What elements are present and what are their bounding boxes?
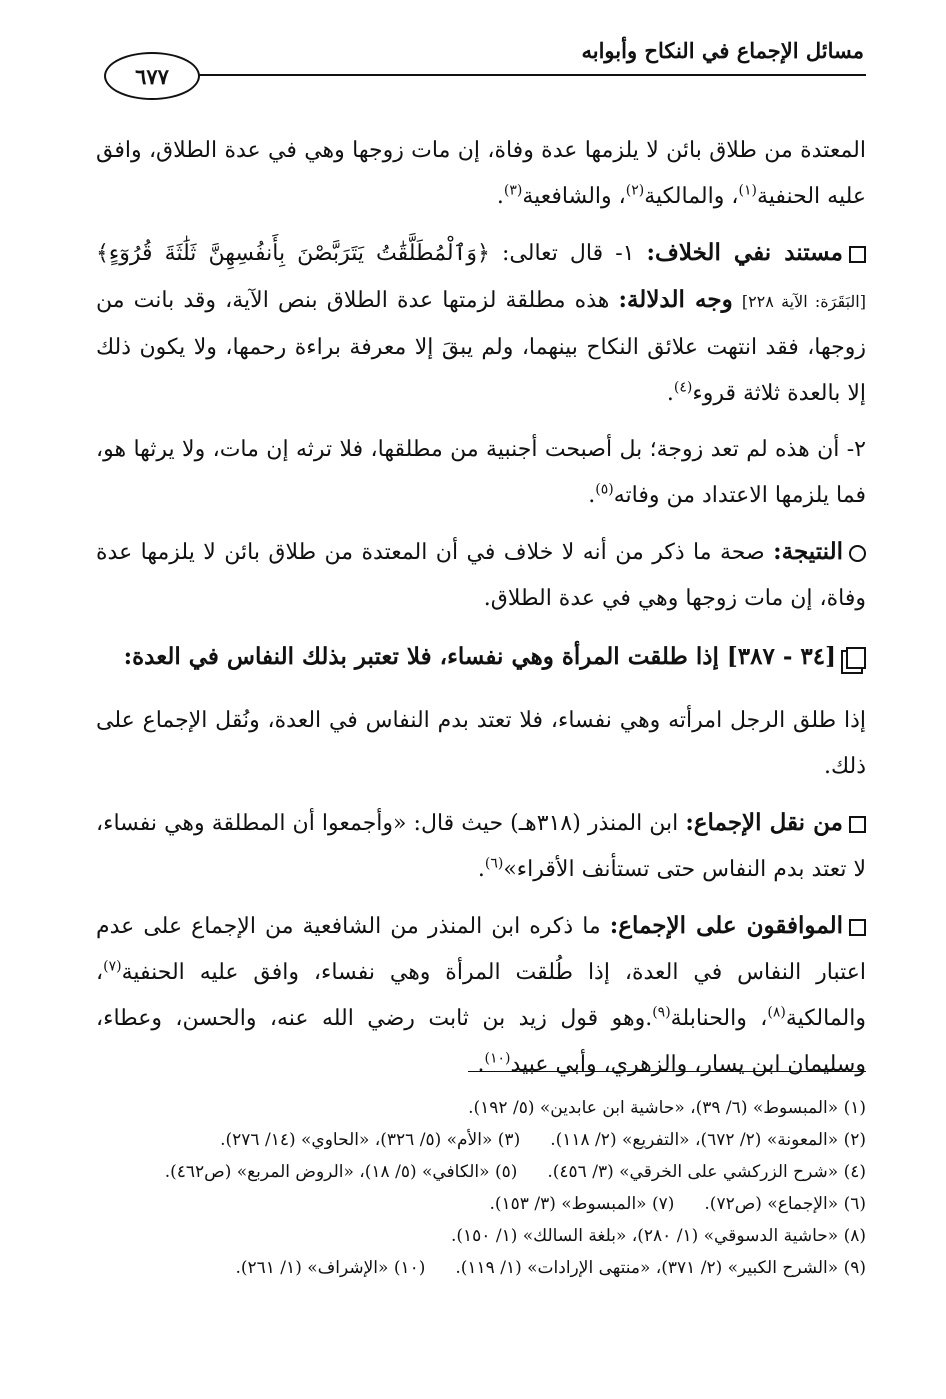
footnote-ref[interactable]: (٤) [673, 379, 693, 396]
circle-bullet-icon [849, 545, 866, 562]
footnote-line [96, 1252, 866, 1284]
footnote-ref[interactable]: (١٠) [484, 1050, 511, 1067]
footnote-3: (٣) «الأم» (٥/ ٣٢٦)، «الحاوي» (١٤/ ٢٧٦). [220, 1130, 521, 1150]
footnote-ref[interactable]: (٨) [767, 1004, 786, 1021]
footnote-ref[interactable]: (٢) [625, 182, 645, 199]
footnote-ref[interactable]: (٦) [484, 855, 504, 872]
footnote-separator [468, 1071, 866, 1072]
footnote-line [96, 1188, 866, 1220]
running-title: مسائل الإجماع في النكاح وأبوابه [581, 38, 864, 63]
footnote-ref[interactable]: (٧) [103, 958, 122, 975]
square-bullet-icon [849, 246, 866, 263]
heading-evidence: مستند نفي الخلاف: [646, 239, 843, 266]
section-title: [٣٤ - ٣٨٧] إذا طلقت المرأة وهي نفساء، فلا تعتبر بذلك النفاس في العدة: [96, 634, 866, 680]
paragraph-1: المعتدة من طلاق بائن لا يلزمها عدة وفاة، إن مات زوجها وهي في عدة الطلاق، وافق عليه الحنفية$^{(١)}$، والمالكية$^{(٢)}$، والشافعية$^{(٣)}$. [96, 138, 866, 209]
paragraph-result: النتيجة: صحة ما ذكر من أنه لا خلاف في أن المعتدة من طلاق بائن لا يلزمها عدة وفاة، إن مات زوجها وهي في عدة الطلاق. [96, 538, 866, 611]
footnote-ref[interactable]: (٩) [652, 1004, 671, 1021]
footnotes [96, 1092, 866, 1284]
footnote-ref[interactable]: (٣) [503, 182, 523, 199]
quran-reference: [البَقَرَة: الآية ٢٢٨] [741, 292, 866, 311]
heading-result: النتيجة: [773, 538, 844, 565]
footnote-ref[interactable]: (١) [738, 182, 757, 199]
footnote-7: (٧) «المبسوط» (٣/ ١٥٣). [489, 1194, 675, 1214]
paragraph-second-proof: ٢- أن هذه لم تعد زوجة؛ بل أصبحت أجنبية من مطلقها، فلا ترثه إن مات، ولا يرثها هو، فما يلزمها الاعتداد من وفاته$^{(٥)}$. [96, 437, 866, 508]
footnote-line [96, 1124, 866, 1156]
paragraph-agreeing: الموافقون على الإجماع: ما ذكره ابن المنذر من الشافعية من الإجماع على عدم اعتبار النفاس في العدة، إذا طُلقت المرأة وهي نفساء، وافق عليه الحنفية$^{(٧)}$، والمالكية$^{(٨)}$، والحنابلة$^{(٩)}$.وهو قول زيد بن ثابت رضي الله عنه، والحسن، وعطاء، وسليمان ابن يسار، والزهري، وأبي عبيد$^{(١٠)}$. [96, 912, 866, 1077]
main-text [96, 128, 866, 1098]
header-rule [190, 74, 866, 76]
footnote-8: (٨) «حاشية الدسوقي» (١/ ٢٨٠)، «بلغة السالك» (١/ ١٥٠). [450, 1226, 866, 1246]
footnote-line [96, 1156, 866, 1188]
document-icon [846, 647, 866, 669]
footnote-ref[interactable]: (٥) [595, 481, 614, 498]
footnote-2: (٢) «المعونة» (٢/ ٦٧٢)، «التفريع» (٢/ ١١٨). [550, 1130, 866, 1150]
footnote-10: (١٠) «الإشراف» (١/ ٢٦١). [235, 1258, 426, 1278]
footnote-line [96, 1220, 866, 1252]
footnote-line [96, 1092, 866, 1124]
heading-indication: وجه الدلالة: [618, 286, 733, 313]
page-number: ٦٧٧ [104, 52, 200, 100]
footnote-4: (٤) «شرح الزركشي على الخرقي» (٣/ ٤٥٦). [547, 1162, 866, 1182]
paragraph-transmitter: من نقل الإجماع: ابن المنذر (٣١٨هـ) حيث قال: «وأجمعوا أن المطلقة وهي نفساء، لا تعتد بدم النفاس حتى تستأنف الأقراء»$^{(٦)}$. [96, 809, 866, 882]
footnote-1: (١) «المبسوط» (٦/ ٣٩)، «حاشية ابن عابدين» (٥/ ١٩٢). [468, 1098, 866, 1118]
footnote-9: (٩) «الشرح الكبير» (٢/ ٣٧١)، «منتهى الإرادات» (١/ ١١٩). [455, 1258, 866, 1278]
square-bullet-icon [849, 816, 866, 833]
footnote-5: (٥) «الكافي» (٥/ ١٨)، «الروض المربع» (ص٤٦٢). [164, 1162, 518, 1182]
paragraph-5: إذا طلق الرجل امرأته وهي نفساء، فلا تعتد بدم النفاس في العدة، ونُقل الإجماع على ذلك. [96, 708, 866, 779]
paragraph-evidence: مستند نفي الخلاف: ١- قال تعالى: ﴿وَٱلْمُطَلَّقَٰتُ يَتَرَبَّصْنَ بِأَنفُسِهِنَّ ثَلَٰثَةَ قُرُوٓءٍ﴾ [البَقَرَة: الآية ٢٢٨] وجه الدلالة: هذه مطلقة لزمتها عدة الطلاق بنص الآية، وقد بانت من زوجها، فقد انتهت علائق النكاح بينهما، ولم يبقَ إلا معرفة براءة رحمها، ولا يكون ذلك إلا بالعدة ثلاثة قروء$^{(٤)}$. [96, 239, 866, 406]
square-bullet-icon [849, 919, 866, 936]
footnote-6: (٦) «الإجماع» (ص٧٢). [704, 1194, 866, 1214]
heading-agreeing: الموافقون على الإجماع: [609, 912, 844, 939]
heading-transmitter: من نقل الإجماع: [685, 809, 843, 836]
